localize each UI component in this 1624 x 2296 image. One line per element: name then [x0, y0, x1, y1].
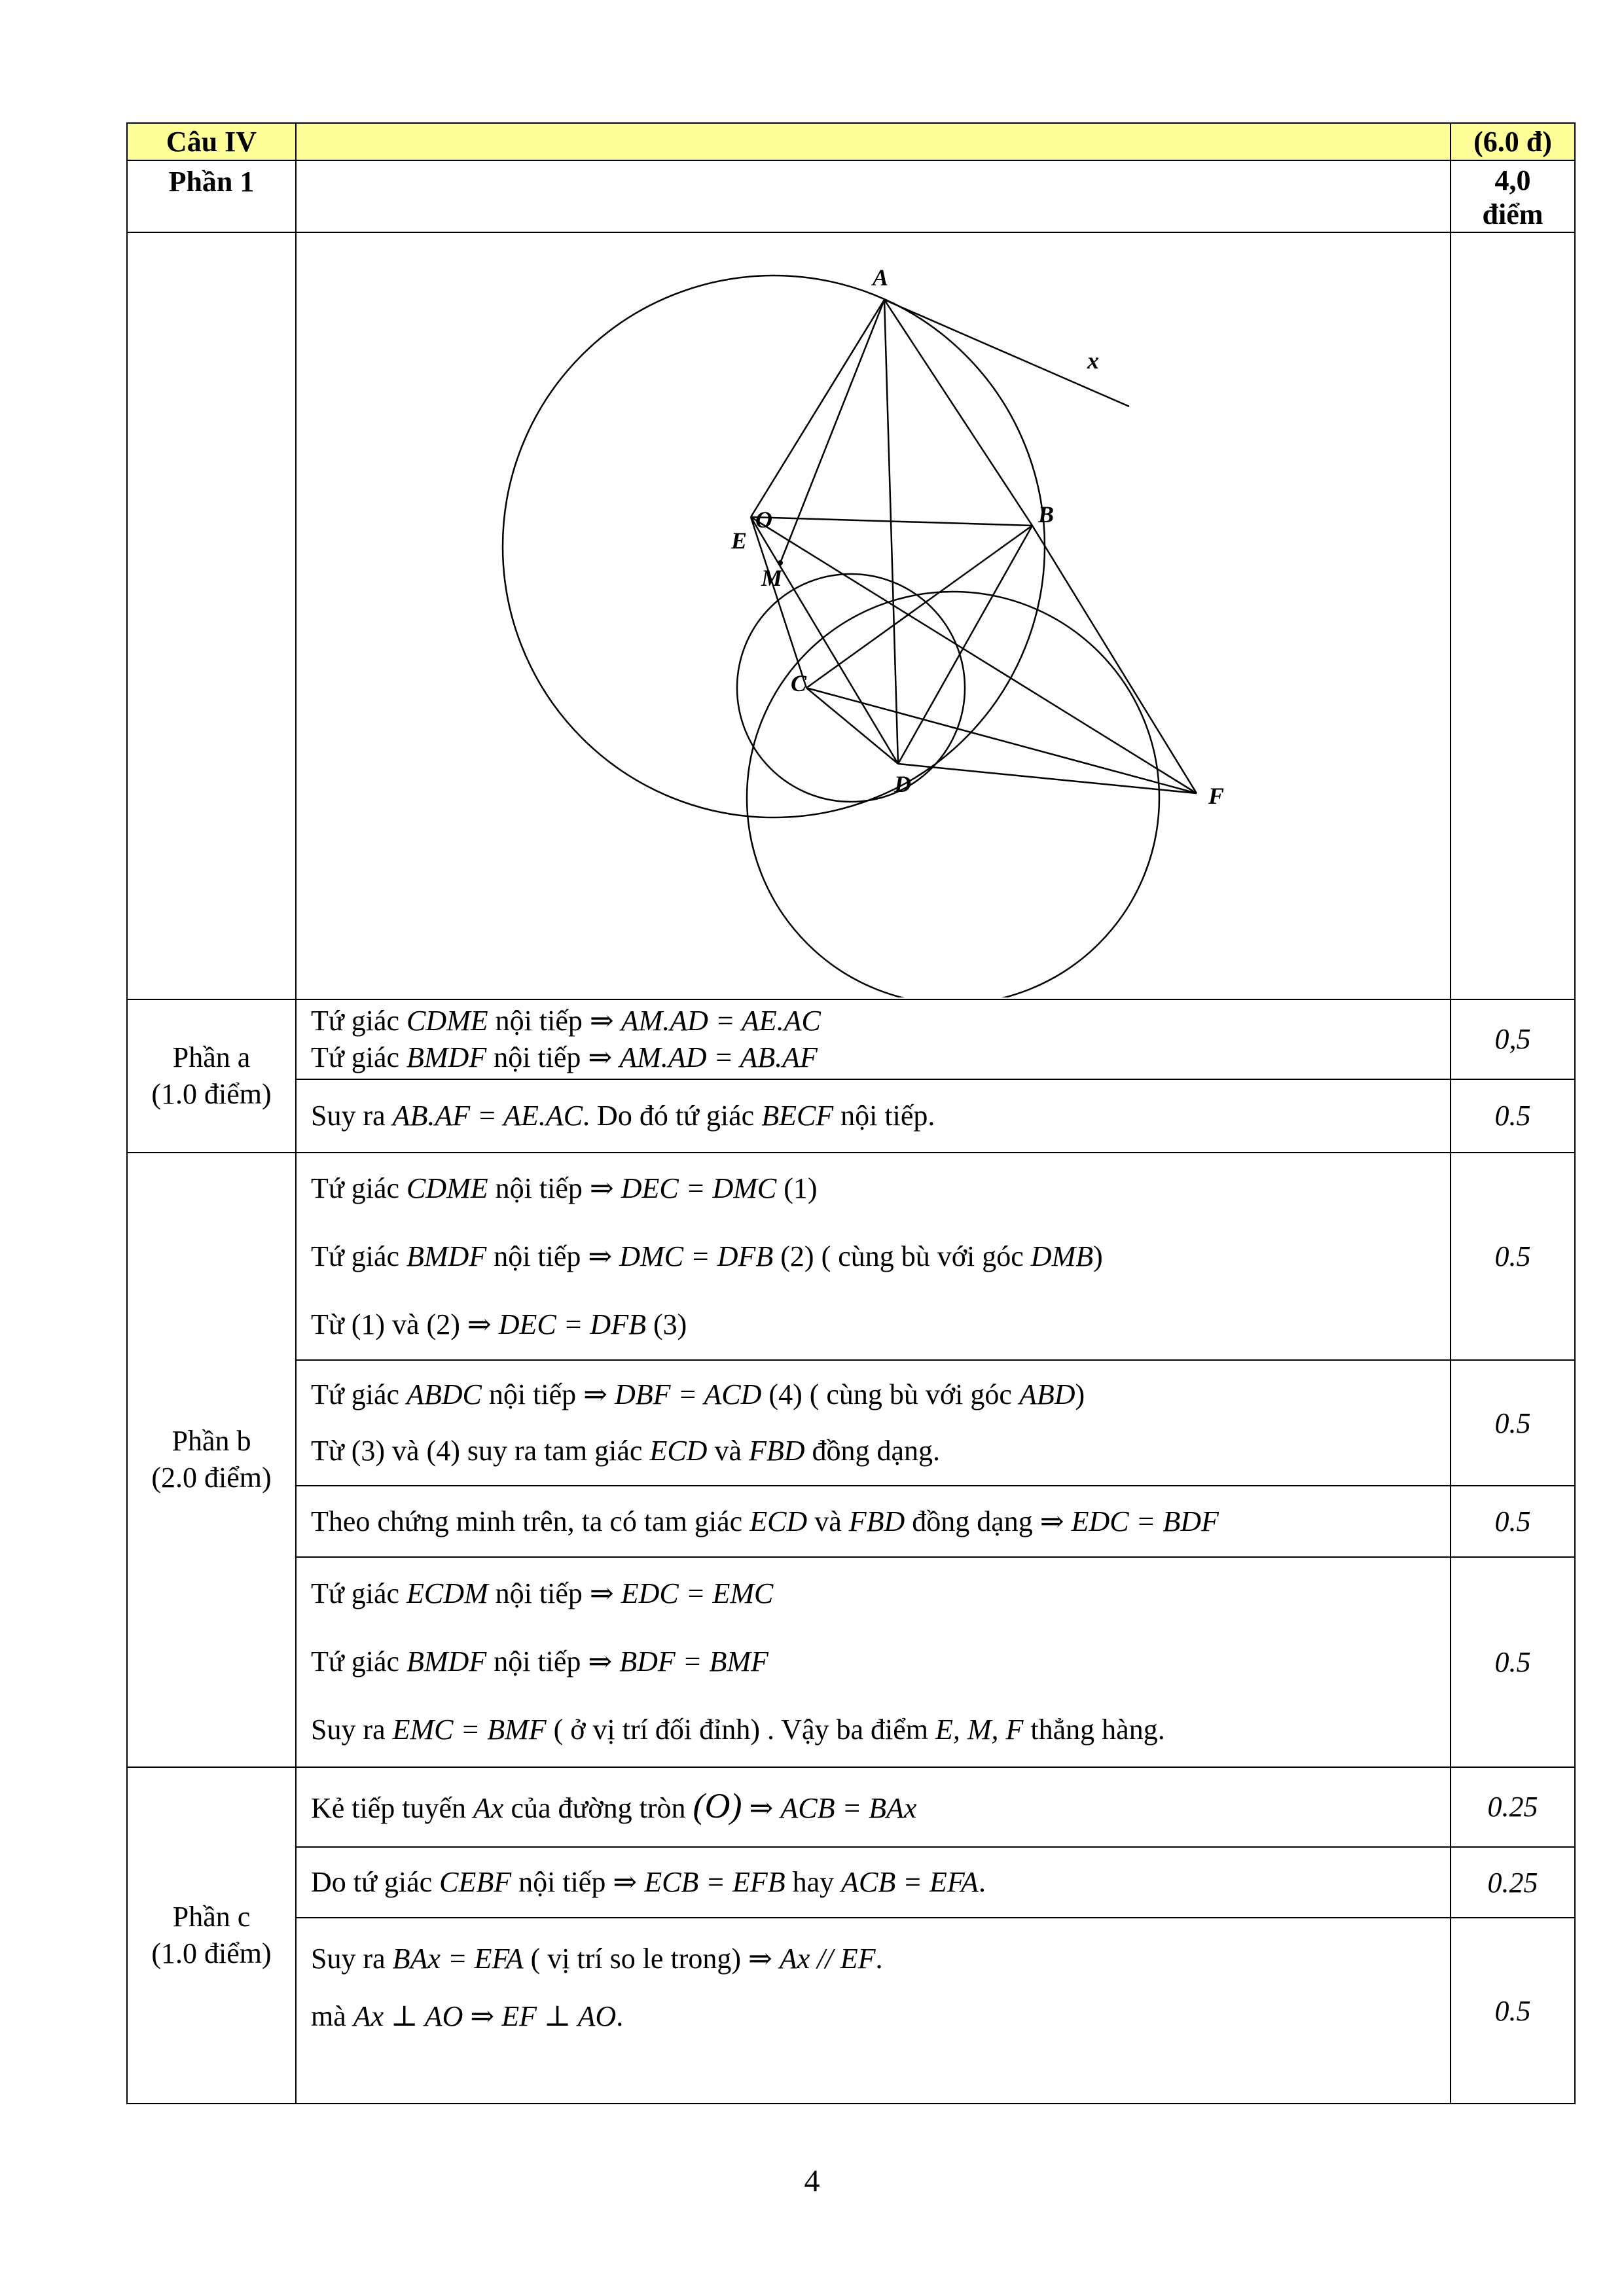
part-c-content-2	[296, 1847, 1451, 1918]
part1-label: Phần 1	[127, 160, 296, 232]
page-number: 4	[804, 2164, 820, 2198]
seg-ad	[884, 300, 898, 764]
part-c-content-1	[296, 1767, 1451, 1847]
figure-right-blank	[1451, 232, 1575, 999]
content-line: Tứ giác CDME nội tiếp ⇒ DEC = DMC (1)	[311, 1172, 818, 1204]
label-c: C	[791, 670, 807, 696]
part-c-sub: (1.0 điểm)	[151, 1937, 272, 1969]
part-c-row-1	[127, 1767, 1575, 1847]
part-a-label-cell	[127, 999, 296, 1153]
seg-bf	[1032, 526, 1197, 793]
part-b-content-2	[296, 1360, 1451, 1486]
part-b-sub: (2.0 điểm)	[151, 1462, 272, 1494]
part-a-row-2	[127, 1079, 1575, 1153]
seg-ed	[751, 517, 898, 764]
label-a: A	[873, 264, 889, 291]
content-line: Do tứ giác CEBF nội tiếp ⇒ ECB = EFB hay ACB = EFA.	[311, 1866, 986, 1899]
label-f: F	[1208, 782, 1225, 809]
part-b-label-cell	[127, 1153, 296, 1767]
part-b-row-3	[127, 1486, 1575, 1556]
label-m: M	[761, 564, 783, 591]
content-line: Tứ giác BMDF nội tiếp ⇒ AM.AD = AB.AF	[311, 1041, 818, 1073]
part-c-row-2	[127, 1847, 1575, 1918]
part-b-score-4: 0.5	[1451, 1557, 1575, 1767]
part-b-content-3	[296, 1486, 1451, 1556]
seg-ac	[751, 300, 884, 517]
content-line: Theo chứng minh trên, ta có tam giác ECD và FBD đồng dạng ⇒ EDC = BDF	[311, 1505, 1219, 1537]
content-line: Tứ giác ECDM nội tiếp ⇒ EDC = EMC	[311, 1577, 774, 1610]
content-line: Tứ giác CDME nội tiếp ⇒ AM.AD = AE.AC	[311, 1004, 821, 1037]
part1-score-unit: điểm	[1482, 198, 1543, 231]
circle-bmdf	[747, 592, 1159, 997]
content-line: Suy ra BAx = EFA ( vị trí so le trong) ⇒ Ax // EF.	[311, 1943, 883, 1975]
part-b-score-2: 0.5	[1451, 1360, 1575, 1486]
seg-cf	[806, 688, 1197, 793]
content-line: mà Ax ⊥ AO ⇒ EF ⊥ AO.	[311, 2000, 624, 2033]
seg-cd	[806, 688, 898, 764]
part-a-sub: (1.0 điểm)	[151, 1077, 272, 1110]
part-b-label: Phần b	[171, 1425, 251, 1458]
seg-ec	[751, 517, 806, 688]
content-line: Tứ giác BMDF nội tiếp ⇒ DMC = DFB (2) ( cùng bù với góc DMB)	[311, 1240, 1103, 1272]
question-label: Câu IV	[127, 123, 296, 160]
part-b-row-4	[127, 1557, 1575, 1767]
figure-left-blank	[127, 232, 296, 999]
label-d: D	[894, 770, 911, 797]
circle-o	[503, 276, 1045, 817]
seg-ef	[751, 517, 1197, 793]
part1-score	[1451, 160, 1575, 232]
part-c-label-cell	[127, 1767, 296, 2104]
geometry-figure	[297, 234, 1449, 997]
part-c-content-3	[296, 1918, 1451, 2104]
content-line: Từ (1) và (2) ⇒ DEC = DFB (3)	[311, 1308, 687, 1340]
part-b-content-1	[296, 1153, 1451, 1360]
content-line: Suy ra AB.AF = AE.AC. Do đó tứ giác BECF nội tiếp.	[311, 1099, 935, 1132]
part-a-score-1: 0,5	[1451, 999, 1575, 1079]
part-b-content-4	[296, 1557, 1451, 1767]
part-b-row-2	[127, 1360, 1575, 1486]
part-a-row-1	[127, 999, 1575, 1079]
part-c-score-3: 0.5	[1451, 1918, 1575, 2104]
part-a-score-2: 0.5	[1451, 1079, 1575, 1153]
label-x: x	[1087, 347, 1099, 374]
content-line: Suy ra EMC = BMF ( ở vị trí đối đỉnh) . Vậy ba điểm E, M, F thẳng hàng.	[311, 1713, 1165, 1746]
figure-cell	[296, 232, 1451, 999]
content-line: Tứ giác ABDC nội tiếp ⇒ DBF = ACD (4) ( cùng bù với góc ABD)	[311, 1378, 1085, 1411]
seg-cb2	[806, 526, 1032, 688]
part-b-score-3: 0.5	[1451, 1486, 1575, 1556]
seg-df	[898, 764, 1197, 793]
label-o: O	[755, 506, 772, 533]
total-score: (6.0 đ)	[1451, 123, 1575, 160]
label-e: E	[731, 527, 748, 554]
part-c-row-3	[127, 1918, 1575, 2104]
part1-score-value: 4,0	[1494, 164, 1531, 197]
content-line: Từ (3) và (4) suy ra tam giác ECD và FBD đồng dạng.	[311, 1435, 941, 1467]
part1-blank	[296, 160, 1451, 232]
label-b: B	[1038, 501, 1055, 528]
header-blank	[296, 123, 1451, 160]
part-b-score-1: 0.5	[1451, 1153, 1575, 1360]
content-line: Tứ giác BMDF nội tiếp ⇒ BDF = BMF	[311, 1645, 768, 1678]
answer-table	[126, 122, 1576, 2104]
part-c-score-1: 0.25	[1451, 1767, 1575, 1847]
part-a-content-2	[296, 1079, 1451, 1153]
part-b-row-1	[127, 1153, 1575, 1360]
part-c-score-2: 0.25	[1451, 1847, 1575, 1918]
part-c-label: Phần c	[172, 1900, 251, 1933]
part-a-content-1	[296, 999, 1451, 1079]
seg-db	[898, 526, 1032, 764]
part-a-label: Phần a	[172, 1041, 251, 1073]
content-line: Kẻ tiếp tuyến Ax của đường tròn (O) ⇒ ACB = BAx	[311, 1785, 917, 1825]
seg-ao	[780, 300, 884, 563]
